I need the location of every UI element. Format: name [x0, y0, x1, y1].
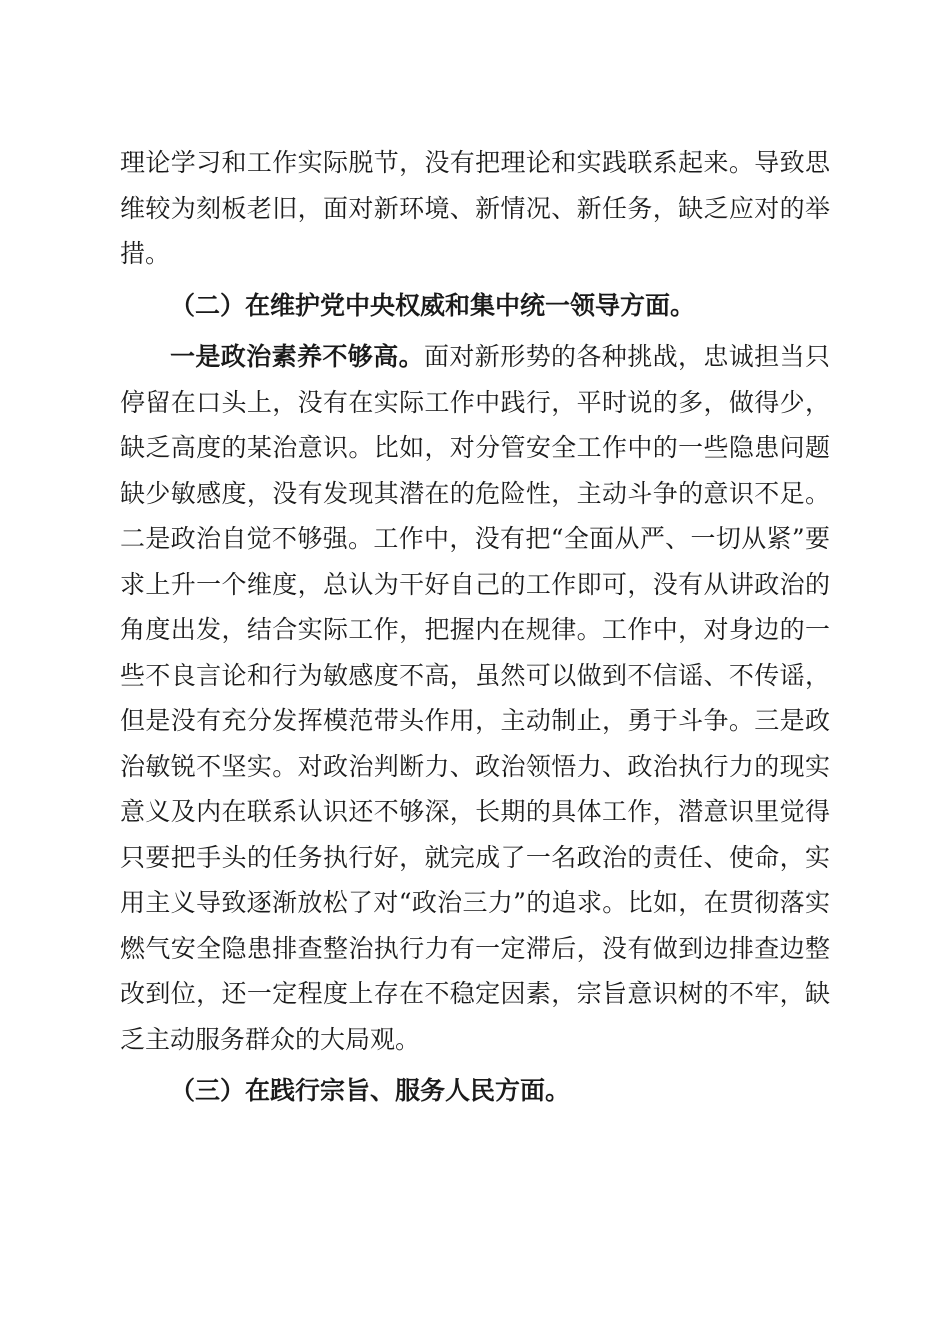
section-heading-2: （二）在维护党中央权威和集中统一领导方面。	[170, 290, 696, 320]
paragraph-body-text: 面对新形势的各种挑战，忠诚担当只停留在口头上，没有在实际工作中践行，平时说的多，做得少，缺乏高度的某治意识。比如，对分管安全工作中的一些隐患问题缺少敏感度，没有发现其潜在的危险性，主动斗争的意识不足。二是政治自觉不够强。工作中，没有把“全面从严、一切从紧”要求上升一个维度，总认为干好自己的工作即可，没有从讲政治的角度出发，结合实际工作，把握内在规律。工作中，对身边的一些不良言论和行为敏感度不高，虽然可以做到不信谣、不传谣，但是没有充分发挥模范带头作用，主动制止，勇于斗争。三是政治敏锐不坚实。对政治判断力、政治领悟力、政治执行力的现实意义及内在联系认识还不够深，长期的具体工作，潜意识里觉得只要把手头的任务执行好，就完成了一名政治的责任、使命，实用主义导致逐渐放松了对“政治三力”的追求。比如，在贯彻落实燃气安全隐患排查整治执行力有一定滞后，没有做到边排查边整改到位，还一定程度上存在不稳定因素，宗旨意识树的不牢，缺乏主动服务群众的大局观。	[120, 342, 830, 1054]
paragraph-political-quality	[120, 334, 830, 1062]
section-heading-3: （三）在践行宗旨、服务人民方面。	[170, 1076, 571, 1105]
document-page	[120, 140, 830, 1120]
paragraph-continuation: 理论学习和工作实际脱节，没有把理论和实践联系起来。导致思维较为刻板老旧，面对新环境、新情况、新任务，缺乏应对的举措。	[120, 148, 830, 268]
paragraph-lead-phrase: 一是政治素养不够高。	[170, 342, 424, 371]
